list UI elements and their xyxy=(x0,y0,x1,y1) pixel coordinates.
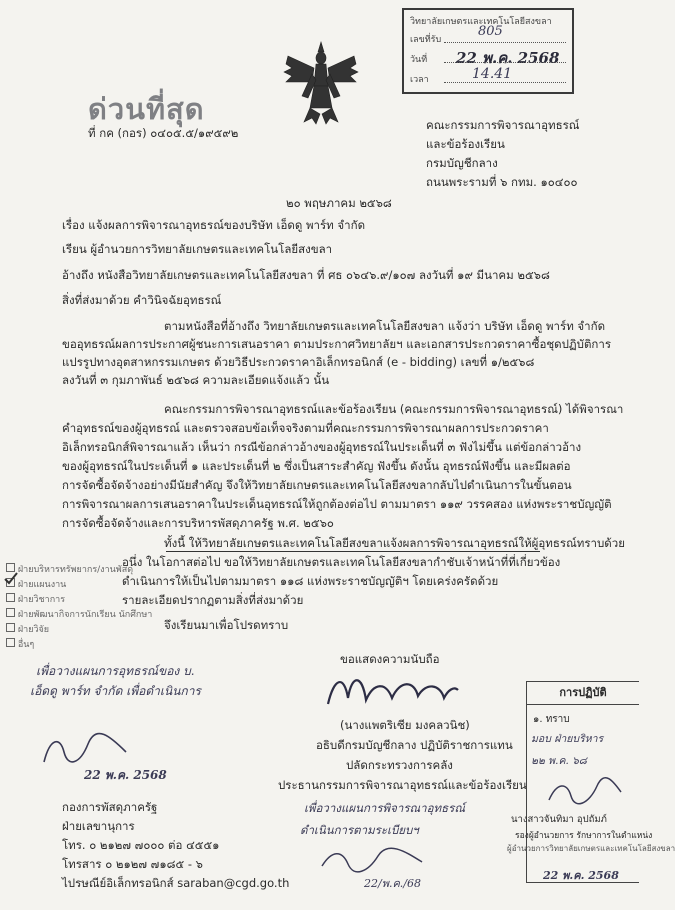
office-line-1: คณะกรรมการพิจารณาอุทธรณ์ xyxy=(426,118,580,132)
receipt-stamp xyxy=(402,8,574,94)
reference-number: ที่ กค (กอร) ๐๔๐๕.๕/๑๙๕๙๒ xyxy=(88,126,239,140)
routing-note-2: เอ็ดดู พาร์ท จำกัด เพื่อดำเนินการ xyxy=(30,684,201,698)
center-signature xyxy=(318,846,428,874)
routing-checklist xyxy=(0,560,153,650)
para1-line: ตามหนังสือที่อ้างถึง วิทยาลัยเกษตรและเทคโนโลยีสงขลา แจ้งว่า บริษัท เอ็ดดู พาร์ท จำกัด xyxy=(164,319,606,333)
footer-email: ไปรษณีย์อิเล็กทรอนิกส์ saraban@cgd.go.th xyxy=(62,876,290,890)
para1-line: ขออุทธรณ์ผลการประกาศผู้ชนะการเสนอราคา ตามประกาศวิทยาลัยฯ และเอกสารประกวดราคาซื้อชุดปฏิบัติการ xyxy=(62,337,612,351)
office-line-3: กรมบัญชีกลาง xyxy=(426,156,498,170)
routing-signature xyxy=(40,732,130,768)
para2-line: คำอุทธรณ์ของผู้อุทธรณ์ และตรวจสอบข้อเท็จจริงตามที่คณะกรรมการพิจารณาผลการประกวดราคา xyxy=(62,421,549,435)
action-signature xyxy=(545,778,625,808)
para1-line: แปรรูปทางอุตสาหกรรมเกษตร ด้วยวิธีประกวดราคาอิเล็กทรอนิกส์ (e - bidding) เลขที่ ๑/๒๕๖๘ xyxy=(62,355,535,369)
action-box xyxy=(507,681,675,883)
routing-date: 22 พ.ค. 2568 xyxy=(84,768,167,782)
letter-enclosure: สิ่งที่ส่งมาด้วย คำวินิจฉัยอุทธรณ์ xyxy=(62,293,222,307)
para3-line: อนึ่ง ในโอกาสต่อไป ขอให้วิทยาลัยเกษตรและเทคโนโลยีสงขลากำชับเจ้าหน้าที่ที่เกี่ยวข้อง xyxy=(122,555,561,569)
closing-request: จึงเรียนมาเพื่อโปรดทราบ xyxy=(164,618,289,632)
center-note-1: เพื่อวางแผนการพิจารณาอุทธรณ์ xyxy=(304,801,465,815)
footer-line-1: กองการพัสดุภาครัฐ xyxy=(62,800,158,814)
action-bottom-name: นางสาวจันทิมา อุปถัมภ์ xyxy=(511,814,607,825)
checkbox-icon xyxy=(6,563,15,572)
signer-title-2: ปลัดกระทรวงการคลัง xyxy=(346,758,453,772)
para2-line: คณะกรรมการพิจารณาอุทธรณ์และข้อร้องเรียน (คณะกรรมการพิจารณาอุทธรณ์) ได้พิจารณา xyxy=(164,402,624,416)
routing-item: ฝ่ายบริหารทรัพยากร/งานพัสดุ xyxy=(17,565,134,575)
check-mark-icon xyxy=(4,572,18,586)
action-bottom-title-1: รองผู้อำนวยการ รักษาการในตำแหน่ง xyxy=(515,831,653,841)
sign-off: ขอแสดงความนับถือ xyxy=(340,652,440,666)
letter-to: เรียน ผู้อำนวยการวิทยาลัยเกษตรและเทคโนโลยีสงขลา xyxy=(62,242,333,256)
action-title: การปฏิบัติ xyxy=(527,682,639,705)
routing-item: ฝ่ายวิจัย xyxy=(17,625,50,635)
office-line-4: ถนนพระรามที่ ๖ กทม. ๑๐๔๐๐ xyxy=(426,175,578,189)
footer-line-3: โทร. ๐ ๒๑๒๗ ๗๐๐๐ ต่อ ๔๕๕๑ xyxy=(62,838,220,852)
para3-line: ดำเนินการให้เป็นไปตามมาตรา ๑๑๘ แห่งพระราชบัญญัติฯ โดยเคร่งครัดด้วย xyxy=(122,574,499,588)
action-bottom-title-2: ผู้อำนวยการวิทยาลัยเกษตรและเทคโนโลยีสงขลา xyxy=(507,844,675,853)
letter-subject: เรื่อง แจ้งผลการพิจารณาอุทธรณ์ของบริษัท เอ็ดดู พาร์ท จำกัด xyxy=(62,218,366,232)
office-line-2: และข้อร้องเรียน xyxy=(426,137,505,151)
main-signature xyxy=(322,668,462,712)
routing-item: ฝ่ายพัฒนากิจการนักเรียน นักศึกษา xyxy=(17,610,153,620)
para2-line: การจัดซื้อจัดจ้างอย่างมีนัยสำคัญ จึงให้วิทยาลัยเกษตรและเทคโนโลยีสงขลากลับไปดำเนินการในขั้นตอน xyxy=(62,478,572,492)
action-item-1-note: มอบ ฝ่ายบริหาร xyxy=(531,733,604,745)
center-note-2: ดำเนินการตามระเบียบฯ xyxy=(300,823,419,837)
letter-date: ๒๐ พฤษภาคม ๒๕๖๘ xyxy=(286,196,392,210)
checkbox-icon xyxy=(6,608,15,617)
checkbox-icon xyxy=(6,638,15,647)
checkbox-icon xyxy=(6,593,15,602)
para3-line: ทั้งนี้ ให้วิทยาลัยเกษตรและเทคโนโลยีสงขลาแจ้งผลการพิจารณาอุทธรณ์ให้ผู้อุทธรณ์ทราบด้วย xyxy=(164,536,625,550)
signer-title-1: อธิบดีกรมบัญชีกลาง ปฏิบัติราชการแทน xyxy=(316,738,513,752)
urgency-label: ด่วนที่สุด xyxy=(88,92,205,126)
center-note-date: 22/พ.ค./68 xyxy=(364,877,422,890)
routing-item: อื่นๆ xyxy=(17,640,35,650)
para2-line: การจัดซื้อจัดจ้างและการบริหารพัสดุภาครัฐ พ.ศ. ๒๕๖๐ xyxy=(62,516,334,530)
underline-rule xyxy=(166,551,540,552)
letter-reference: อ้างถึง หนังสือวิทยาลัยเกษตรและเทคโนโลยีสงขลา ที่ ศธ ๐๖๔๖.๙/๑๐๗ ลงวันที่ ๑๙ มีนาคม ๒๕๖๘ xyxy=(62,268,550,282)
stamp-time-value: 14.41 xyxy=(472,66,513,82)
checkbox-icon xyxy=(6,623,15,632)
routing-item: ฝ่ายแผนงาน xyxy=(17,580,67,590)
stamp-org: วิทยาลัยเกษตรและเทคโนโลยีสงขลา xyxy=(410,17,552,27)
garuda-emblem xyxy=(282,38,360,128)
stamp-date-label: วันที่ xyxy=(410,55,428,65)
routing-item: ฝ่ายวิชาการ xyxy=(17,595,66,605)
footer-line-2: ฝ่ายเลขานุการ xyxy=(62,819,135,833)
action-item-1: ๑. ทราบ xyxy=(533,714,570,725)
para3-line: รายละเอียดปรากฏตามสิ่งที่ส่งมาด้วย xyxy=(122,593,304,607)
signer-name: (นางแพตริเซีย มงคลวนิช) xyxy=(340,718,470,732)
para2-line: การพิจารณาผลการเสนอราคาในประเด็นอุทธรณ์ให้ถูกต้องต่อไป ตามมาตรา ๑๑๙ วรรคสอง แห่งพระราชบัญญัติ xyxy=(62,497,612,511)
signer-title-3: ประธานกรรมการพิจารณาอุทธรณ์และข้อร้องเรียน xyxy=(278,778,527,792)
routing-note-1: เพื่อวางแผนการอุทธรณ์ของ บ. xyxy=(36,664,195,678)
para2-line: อิเล็กทรอนิกส์พิจารณาแล้ว เห็นว่า กรณีข้อกล่าวอ้างของผู้อุทธรณ์ในประเด็นที่ ๓ ฟังไม่ขึ้น แต่ข้อกล่าวอ้าง xyxy=(62,440,582,454)
stamp-no-label: เลขที่รับ xyxy=(410,35,442,45)
stamp-date-value: 22 พ.ค. 2568 xyxy=(456,49,560,67)
action-bottom-date: 22 พ.ค. 2568 xyxy=(543,869,619,882)
para2-line: ของผู้อุทธรณ์ในประเด็นที่ ๑ และประเด็นที่ ๒ ซึ่งเป็นสาระสำคัญ ฟังขึ้น ดังนั้น อุทธรณ์ฟังขึ้น และมีผลต่อ xyxy=(62,459,571,473)
para1-line: ลงวันที่ ๓ กุมภาพันธ์ ๒๕๖๘ ความละเอียดแจ้งแล้ว นั้น xyxy=(62,373,330,387)
footer-line-4: โทรสาร ๐ ๒๑๒๗ ๗๑๘๕ - ๖ xyxy=(62,857,203,871)
stamp-no-value: 805 xyxy=(478,24,503,39)
action-item-1-date: ๒๒ พ.ค. ๖๘ xyxy=(531,755,587,767)
stamp-time-label: เวลา xyxy=(410,75,429,85)
